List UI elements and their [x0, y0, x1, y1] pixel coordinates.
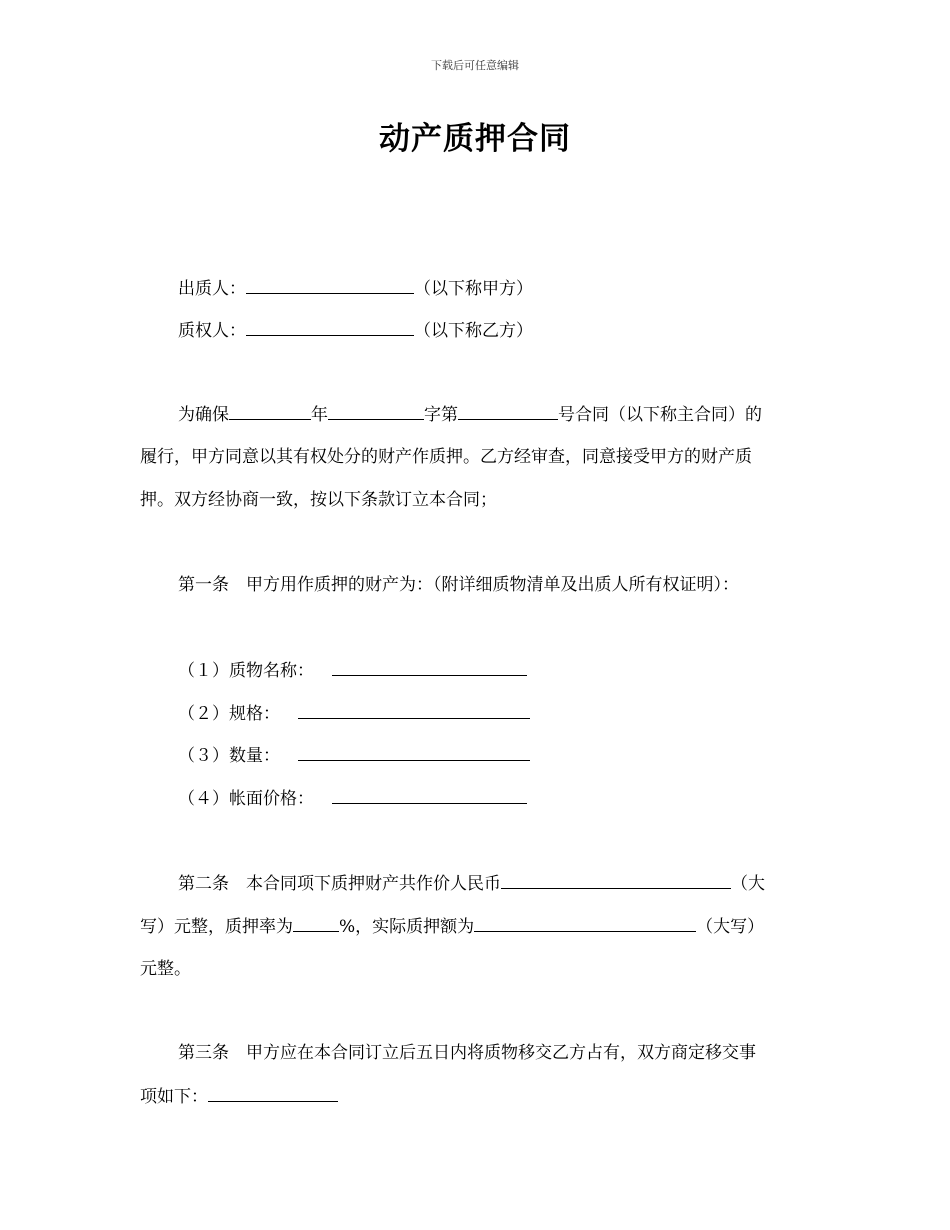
article-2-text-5: （大写）: [696, 917, 765, 937]
pledgee-line: [178, 318, 533, 343]
item-name-blank[interactable]: [332, 658, 527, 676]
preamble-line-1: [178, 402, 762, 427]
article-1-item: [178, 658, 527, 683]
item-book-value-blank[interactable]: [332, 786, 527, 804]
article-1-item: [178, 786, 527, 811]
pledge-amount-blank[interactable]: [474, 914, 696, 932]
pledgee-blank[interactable]: [246, 318, 414, 336]
item-label: （３）数量：: [178, 746, 280, 766]
document-title: 动产质押合同: [379, 121, 571, 157]
article-2-text-4: %，实际质押额为: [339, 917, 475, 937]
item-spec-blank[interactable]: [298, 701, 530, 719]
contract-number-blank[interactable]: [458, 402, 558, 420]
article-2-line-1: [178, 871, 765, 896]
article-3-line-2: [140, 1084, 338, 1109]
year-blank[interactable]: [229, 402, 311, 420]
pledge-rate-blank[interactable]: [293, 914, 339, 932]
header-note: 下载后可任意编辑: [431, 59, 519, 72]
character-blank[interactable]: [328, 402, 424, 420]
handover-matters-blank[interactable]: [208, 1084, 338, 1102]
preamble-text-4: 号合同（以下称主合同）的: [558, 405, 762, 425]
preamble-line-2: 履行，甲方同意以其有权处分的财产作质押。乙方经审查，同意接受甲方的财产质: [140, 447, 752, 467]
article-2-line-3: 元整。: [140, 959, 191, 979]
item-label: （４）帐面价格：: [178, 789, 314, 809]
article-2-text-2: （大: [731, 874, 765, 894]
article-1-item: [178, 743, 530, 768]
article-2-line-2: [140, 914, 764, 939]
preamble-line-3: 押。双方经协商一致，按以下条款订立本合同；: [140, 490, 497, 510]
article-2-text-1: 第二条 本合同项下质押财产共作价人民币: [178, 874, 501, 894]
article-2-text-3: 写）元整，质押率为: [140, 917, 293, 937]
preamble-text-2: 年: [311, 405, 328, 425]
valuation-blank[interactable]: [501, 871, 731, 889]
pledgee-suffix: （以下称乙方）: [414, 321, 533, 341]
pledgor-blank[interactable]: [246, 276, 414, 294]
preamble-text-1: 为确保: [178, 405, 229, 425]
article-1-heading: 第一条 甲方用作质押的财产为：（附详细质物清单及出质人所有权证明）：: [178, 575, 739, 595]
item-label: （２）规格：: [178, 704, 280, 724]
preamble-text-3: 字第: [424, 405, 458, 425]
pledgor-label: 出质人：: [178, 279, 246, 299]
article-3-line-1: 第三条 甲方应在本合同订立后五日内将质物移交乙方占有，双方商定移交事: [178, 1043, 756, 1063]
item-label: （１）质物名称：: [178, 661, 314, 681]
pledgor-line: [178, 276, 533, 301]
item-quantity-blank[interactable]: [298, 743, 530, 761]
article-1-item: [178, 701, 530, 726]
pledgor-suffix: （以下称甲方）: [414, 279, 533, 299]
pledgee-label: 质权人：: [178, 321, 246, 341]
article-3-text-2: 项如下：: [140, 1087, 208, 1107]
